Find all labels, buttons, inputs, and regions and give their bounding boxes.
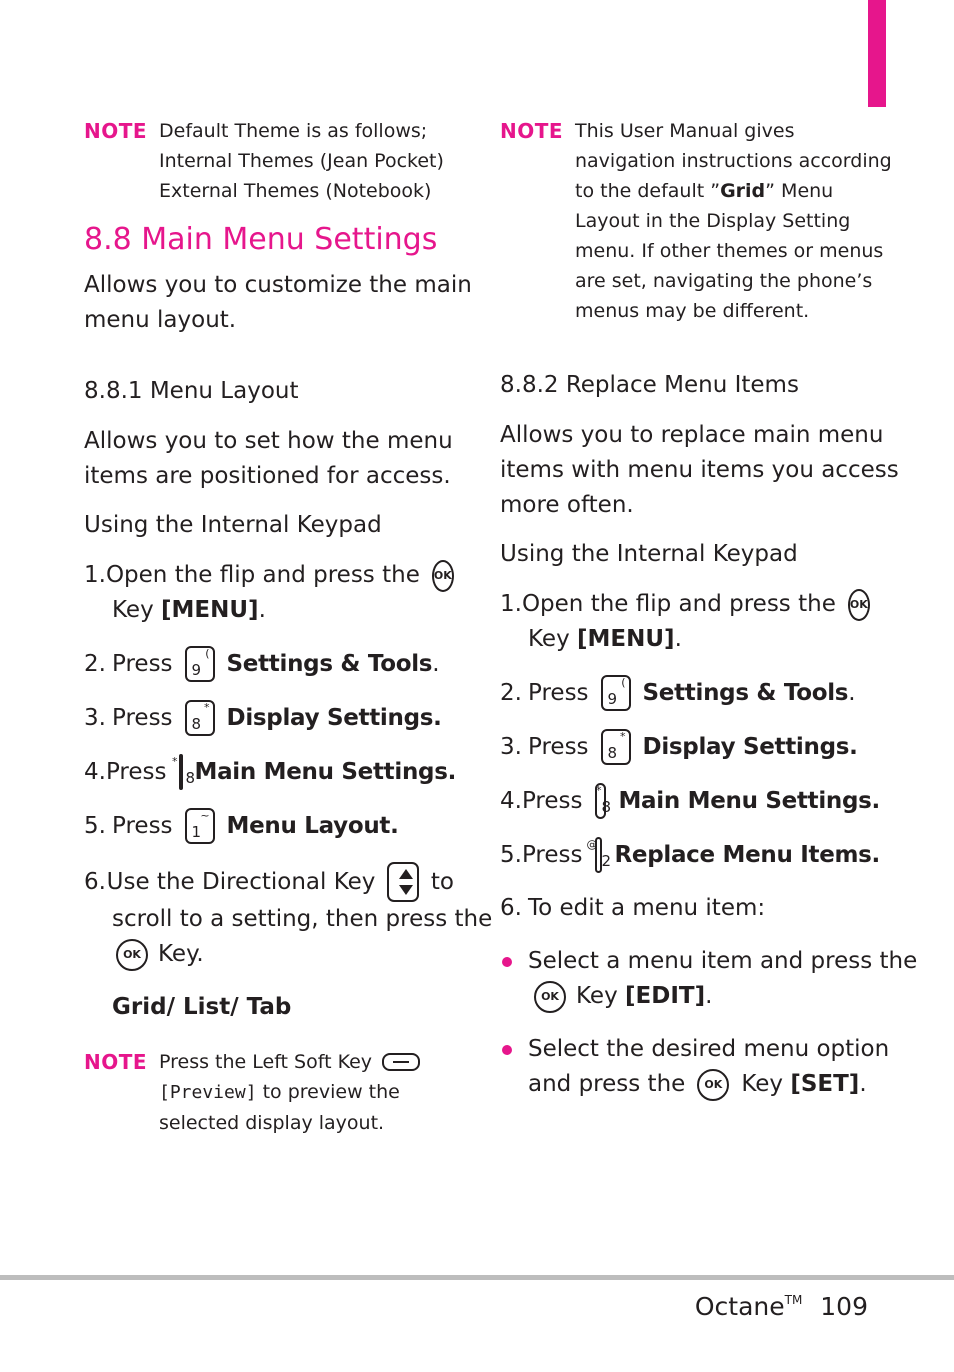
step-number: 1.	[500, 591, 522, 617]
layout-options-label: Grid/ List/ Tab	[112, 994, 292, 1020]
product-name: Octane	[694, 1292, 785, 1321]
ok-key-icon: OK	[697, 1069, 729, 1101]
punct: .	[432, 650, 440, 677]
grid-keyword: Grid	[720, 180, 766, 202]
page-number: 109	[820, 1292, 868, 1321]
note-text-span: to the default ”	[575, 180, 721, 202]
punct: .	[258, 597, 266, 623]
step-number: 4.	[84, 758, 106, 785]
desc-line: more often.	[500, 492, 634, 518]
punct: .	[859, 1071, 867, 1097]
bullet-line	[528, 979, 917, 1014]
key-8-icon	[172, 754, 196, 790]
step-text: Key	[112, 597, 154, 623]
step-6	[84, 862, 454, 902]
intro-line: Allows you to customize the main	[84, 272, 472, 298]
key-8-icon	[185, 700, 215, 736]
keypad-heading: Using the Internal Keypad	[500, 541, 798, 567]
key-symbol: *	[620, 730, 626, 743]
note-line: Layout in the Display Setting	[575, 210, 851, 232]
key-symbol: (	[205, 647, 210, 660]
step-text: Press	[105, 758, 167, 785]
step-text: Press	[528, 733, 589, 760]
step-text: Open the flip and press the	[105, 562, 420, 588]
key-symbol: *	[204, 701, 210, 714]
step-text: Key.	[158, 941, 204, 967]
step-6	[500, 891, 880, 926]
key-digit: 9	[191, 661, 202, 679]
step-6-line2: scroll to a setting, then press the	[112, 906, 493, 932]
left-column	[84, 116, 493, 1138]
step-5	[84, 808, 454, 844]
note-line: Internal Themes (Jean Pocket)	[159, 150, 444, 172]
step-number: 6.	[500, 895, 522, 921]
set-softkey-label: [SET]	[790, 1071, 860, 1097]
step-text: Press	[112, 704, 173, 731]
note-line: navigation instructions according	[575, 150, 892, 172]
right-column	[500, 116, 918, 1102]
key-9-icon	[185, 646, 215, 682]
step-number: 2.	[500, 679, 522, 706]
desc-line: Allows you to replace main menu	[500, 422, 884, 448]
menu-item-replace-menu-items: Replace Menu Items.	[614, 841, 880, 868]
trademark: TM	[784, 1293, 803, 1307]
section-tab-marker	[868, 0, 886, 107]
note-line	[575, 176, 892, 206]
subsection-heading-menu-layout: 8.8.1 Menu Layout	[84, 378, 299, 404]
key-digit: 1	[191, 823, 202, 841]
note-line: are set, navigating the phone’s	[575, 270, 873, 292]
key-symbol: ~	[200, 809, 210, 822]
step-text: Press	[112, 812, 173, 839]
menu-item-menu-layout: Menu Layout.	[226, 812, 399, 839]
step-4	[500, 783, 880, 819]
ok-key-icon: OK	[848, 589, 870, 621]
bullet-text: and press the	[528, 1071, 686, 1097]
bullet-dot-icon	[500, 1032, 528, 1102]
note-label: NOTE	[84, 119, 148, 143]
ok-key-icon: OK	[432, 560, 454, 592]
menu-layout-description	[84, 424, 454, 494]
note-line: selected display layout.	[159, 1112, 385, 1134]
punct: .	[674, 626, 682, 652]
step-6-line3	[84, 937, 454, 972]
note-text-span: Press the Left Soft Key	[159, 1051, 373, 1073]
step-number: 5.	[500, 841, 522, 868]
bullet-line: Select the desired menu option	[528, 1036, 890, 1062]
note-default-theme	[84, 116, 454, 206]
note-line: Default Theme is as follows;	[159, 120, 428, 142]
bullet-dot-icon	[500, 944, 528, 1014]
key-digit: 8	[191, 715, 202, 733]
step-number: 5.	[84, 812, 106, 839]
key-8-icon	[601, 729, 631, 765]
step-number: 3.	[84, 704, 106, 731]
arrow-up-icon	[399, 869, 413, 879]
key-symbol: *	[172, 755, 178, 768]
step-text: Press	[521, 787, 583, 814]
step-1	[84, 558, 454, 593]
step-1-line2	[84, 593, 454, 628]
note-line: menus may be different.	[575, 300, 810, 322]
desc-line: Allows you to set how the menu	[84, 428, 453, 454]
key-8-icon	[595, 783, 612, 819]
step-3	[500, 729, 880, 765]
bullet-edit	[500, 944, 918, 1014]
menu-item-settings-tools: Settings & Tools	[642, 679, 849, 706]
bullet-text: Key	[741, 1071, 784, 1097]
step-number: 4.	[500, 787, 522, 814]
key-digit: 8	[185, 769, 196, 787]
bullet-text: Key	[576, 983, 618, 1009]
step-2	[84, 646, 454, 682]
section-heading: 8.8 Main Menu Settings	[84, 222, 438, 257]
key-2-icon	[586, 837, 612, 873]
note-label: NOTE	[84, 1050, 148, 1074]
preview-softkey-label: [Preview]	[159, 1082, 257, 1103]
desc-line: items with menu items you access	[500, 457, 899, 483]
note-line: menu. If other themes or menus	[575, 240, 884, 262]
key-digit: 9	[607, 690, 618, 708]
key-symbol: @	[586, 838, 598, 851]
step-number: 2.	[84, 650, 106, 677]
edit-softkey-label: [EDIT]	[625, 983, 706, 1009]
note-preview	[84, 1047, 454, 1138]
punct: .	[705, 983, 713, 1009]
note-line: External Themes (Notebook)	[159, 180, 432, 202]
key-digit: 2	[601, 852, 612, 870]
key-symbol: *	[595, 784, 602, 797]
menu-item-display-settings: Display Settings.	[226, 704, 442, 731]
note-text-span: ” Menu	[765, 180, 834, 202]
directional-key-icon	[387, 862, 419, 902]
note-text-span: to preview the	[262, 1081, 400, 1103]
step-number: 1.	[84, 562, 106, 588]
intro-line: menu layout.	[84, 307, 237, 333]
key-digit: 8	[601, 798, 612, 816]
note-line	[159, 1047, 432, 1077]
ok-key-icon: OK	[534, 981, 566, 1013]
step-text: Use the Directional Key	[106, 868, 376, 895]
note-label: NOTE	[500, 119, 564, 143]
key-symbol: (	[621, 676, 626, 689]
menu-softkey-label: [MENU]	[577, 626, 675, 652]
punct: .	[848, 679, 856, 706]
step-text: To edit a menu item:	[528, 895, 766, 921]
step-2	[500, 675, 880, 711]
menu-item-main-menu-settings: Main Menu Settings.	[618, 787, 880, 814]
bullet-set	[500, 1032, 890, 1102]
replace-menu-description	[500, 418, 899, 523]
layout-options	[84, 990, 454, 1025]
menu-softkey-label: [MENU]	[161, 597, 259, 623]
ok-key-icon: OK	[116, 939, 148, 971]
page-footer	[695, 1290, 868, 1324]
step-text: Press	[112, 650, 173, 677]
key-9-icon	[601, 675, 631, 711]
footer-rule	[0, 1275, 954, 1280]
step-text: to	[430, 868, 454, 895]
step-text: Press	[528, 679, 589, 706]
note-navigation	[500, 116, 892, 326]
desc-line: items are positioned for access.	[84, 463, 451, 489]
step-1-line2	[500, 622, 880, 657]
left-soft-key-icon	[382, 1053, 420, 1071]
step-number: 6.	[84, 868, 106, 895]
step-5	[500, 837, 880, 873]
keypad-heading: Using the Internal Keypad	[84, 512, 382, 538]
note-line	[159, 1077, 432, 1108]
bullet-line	[528, 1067, 889, 1102]
subsection-heading-replace-menu-items: 8.8.2 Replace Menu Items	[500, 372, 799, 398]
arrow-down-icon	[399, 885, 413, 895]
bullet-line: Select a menu item and press the	[528, 948, 918, 974]
key-digit: 8	[607, 744, 618, 762]
menu-item-main-menu-settings: Main Menu Settings.	[194, 758, 457, 785]
step-4	[84, 754, 457, 790]
section-intro	[84, 268, 472, 338]
step-number: 3.	[500, 733, 522, 760]
key-1-icon	[185, 808, 215, 844]
menu-item-settings-tools: Settings & Tools	[226, 650, 433, 677]
step-text: Press	[521, 841, 583, 868]
step-1	[500, 587, 880, 622]
note-line: This User Manual gives	[575, 120, 795, 142]
step-text: Open the flip and press the	[521, 591, 836, 617]
step-3	[84, 700, 454, 736]
step-text: Key	[528, 626, 570, 652]
menu-item-display-settings: Display Settings.	[642, 733, 858, 760]
